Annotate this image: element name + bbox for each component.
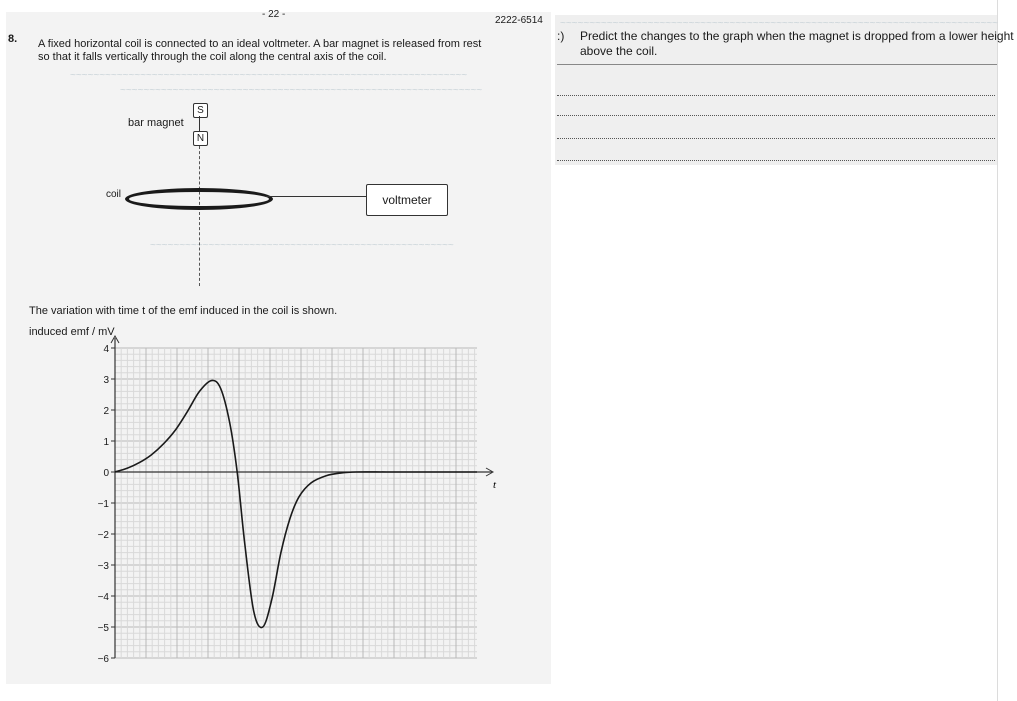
- bleed-through-text: ~~~~~~~~~~~~~~~~~~~~~~~~~~~~~~~~~~~~~~~~~~~~~~~~~~~~~~~~~~~~~~: [120, 85, 483, 96]
- y-tick-label: 0: [103, 468, 109, 479]
- question-text-line1: A fixed horizontal coil is connected to an ideal voltmeter. A bar magnet is released from rest: [38, 38, 482, 50]
- y-tick-label: −5: [97, 623, 109, 634]
- question-number: 8.: [8, 33, 18, 45]
- bleed-through-text: ~~~~~~~~~~~~~~~~~~~~~~~~~~~~~~~~~~~~~~~~~~~~~~~~~~~~~~~~~~~~~~~~~~~~~~~~~~~: [560, 18, 998, 29]
- y-tick-label: −2: [97, 530, 109, 541]
- answer-line-3[interactable]: [557, 138, 995, 139]
- voltmeter-box: voltmeter: [366, 184, 448, 216]
- y-axis-ticks: [98, 344, 115, 665]
- y-tick-label: 2: [103, 406, 109, 417]
- y-tick-label: 3: [103, 375, 109, 386]
- y-tick-label: −3: [97, 561, 109, 572]
- bleed-through-text: ~~~~~~~~~~~~~~~~~~~~~~~~~~~~~~~~~~~~~~~~~~~~~~~~~~~~~~~~~~~~~~~~~~~~: [70, 70, 468, 81]
- bleed-through-text: ~~~~~~~~~~~~~~~~~~~~~~~~~~~~~~~~~~~~~~~~~~~~~~~~~~~~: [150, 240, 454, 251]
- graph-intro-text: The variation with time t of the emf induced in the coil is shown.: [29, 305, 338, 317]
- question-text-line2: so that it falls vertically through the coil along the central axis of the coil.: [38, 51, 387, 63]
- emf-curve: [115, 380, 477, 627]
- y-tick-label: −1: [97, 499, 109, 510]
- part-c-question-line2: above the coil.: [580, 44, 658, 58]
- y-axis-label: induced emf / mV: [29, 326, 115, 338]
- part-c-question-line1: Predict the changes to the graph when the magnet is dropped from a lower height: [580, 29, 1014, 43]
- x-axis-label: t: [493, 479, 497, 491]
- exam-code: 2222-6514: [495, 15, 543, 26]
- answer-line-4[interactable]: [557, 160, 995, 161]
- y-tick-label: 4: [103, 344, 109, 355]
- bar-magnet-label: bar magnet: [128, 117, 184, 129]
- answer-line-1[interactable]: [557, 95, 995, 96]
- part-c-label: :): [557, 29, 565, 43]
- page-number: - 22 -: [262, 9, 286, 20]
- coil-label: coil: [106, 189, 122, 200]
- page-border: [997, 0, 998, 701]
- magnet-south-pole: S: [193, 103, 208, 118]
- y-tick-label: −6: [97, 654, 109, 665]
- y-tick-label: −4: [97, 592, 109, 603]
- answer-rule: [557, 64, 997, 65]
- magnet-north-pole: N: [193, 131, 208, 146]
- y-tick-label: 1: [103, 437, 109, 448]
- answer-line-2[interactable]: [557, 115, 995, 116]
